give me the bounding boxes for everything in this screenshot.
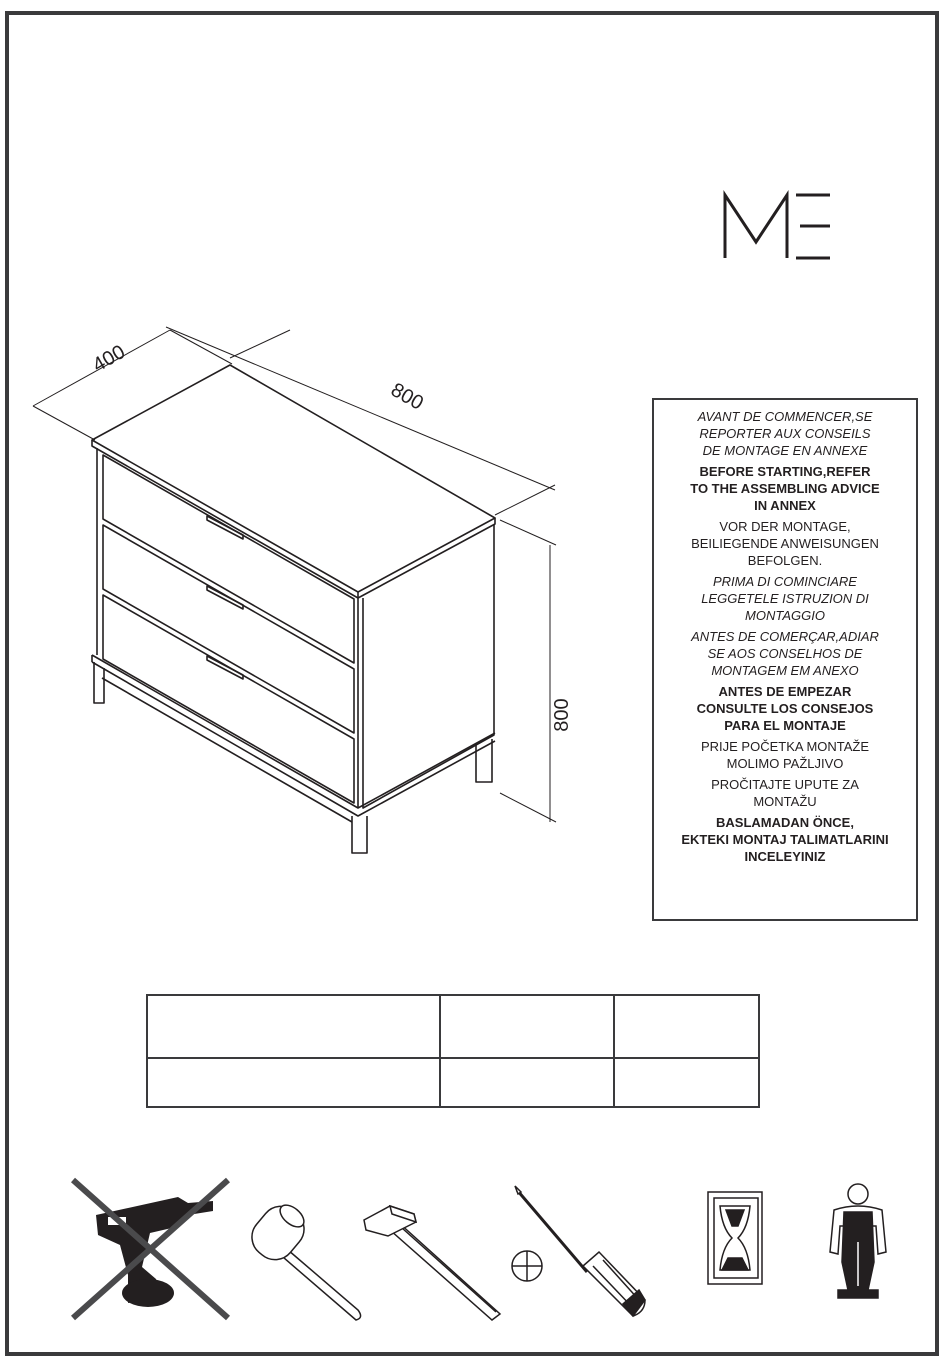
notice-line: SE AOS CONSELHOS DE xyxy=(707,646,863,661)
notice-line: MONTAGEM EM ANEXO xyxy=(711,663,859,678)
notice-line: INCELEYINIZ xyxy=(744,849,826,864)
notice-line: BEILIEGENDE ANWEISUNGEN xyxy=(691,536,879,551)
mallet-icon xyxy=(250,1198,375,1323)
notice-line: BEFOLGEN. xyxy=(747,553,823,568)
crossed-out-power-drill-icon xyxy=(68,1175,233,1323)
notice-line: PARA EL MONTAJE xyxy=(724,718,846,733)
hammer-icon xyxy=(360,1198,510,1323)
table-cell xyxy=(614,995,759,1058)
notice-line: CONSULTE LOS CONSEJOS xyxy=(696,701,874,716)
notice-line: TO THE ASSEMBLING ADVICE xyxy=(690,481,880,496)
notice-line: PRIMA DI COMINCIARE xyxy=(713,574,857,589)
width-dimension-label: 800 xyxy=(387,378,427,415)
notice-line: AVANT DE COMMENCER,SE xyxy=(697,409,873,424)
height-dimension-label: 800 xyxy=(551,698,573,732)
notice-line: VOR DER MONTAGE, xyxy=(719,519,851,534)
table-cell xyxy=(147,995,440,1058)
notice-line: BEFORE STARTING,REFER xyxy=(699,464,871,479)
notice-line: REPORTER AUX CONSEILS xyxy=(699,426,871,441)
phillips-screwdriver-icon xyxy=(505,1182,650,1327)
notice-line: MOLIMO PAŽLJIVO xyxy=(726,756,844,771)
worker-icon xyxy=(822,1182,894,1300)
notice-line: IN ANNEX xyxy=(754,498,816,513)
notice-line: MONTAŽU xyxy=(753,794,817,809)
table-cell xyxy=(440,995,614,1058)
brand-logo xyxy=(720,190,832,262)
depth-dimension-label: 400 xyxy=(89,340,129,377)
table-cell xyxy=(147,1058,440,1107)
hourglass-icon xyxy=(700,1188,770,1288)
dresser-drawing xyxy=(25,320,595,865)
notice-line: LEGGETELE ISTRUZION DI xyxy=(701,591,869,606)
notice-line: ANTES DE EMPEZAR xyxy=(718,684,852,699)
table-cell xyxy=(440,1058,614,1107)
notice-line: PRIJE POČETKA MONTAŽE xyxy=(700,739,870,754)
notice-line: MONTAGGIO xyxy=(745,608,825,623)
notice-line: PROČITAJTE UPUTE ZA xyxy=(711,777,859,792)
notice-line: DE MONTAGE EN ANNEXE xyxy=(702,443,868,458)
assembly-advice-notice xyxy=(652,398,918,921)
table-cell xyxy=(614,1058,759,1107)
notice-line: BASLAMADAN ÖNCE, xyxy=(716,815,854,830)
notice-line: EKTEKI MONTAJ TALIMATLARINI xyxy=(681,832,889,847)
notice-line: ANTES DE COMERÇAR,ADIAR xyxy=(691,629,879,644)
reference-table xyxy=(146,994,760,1108)
